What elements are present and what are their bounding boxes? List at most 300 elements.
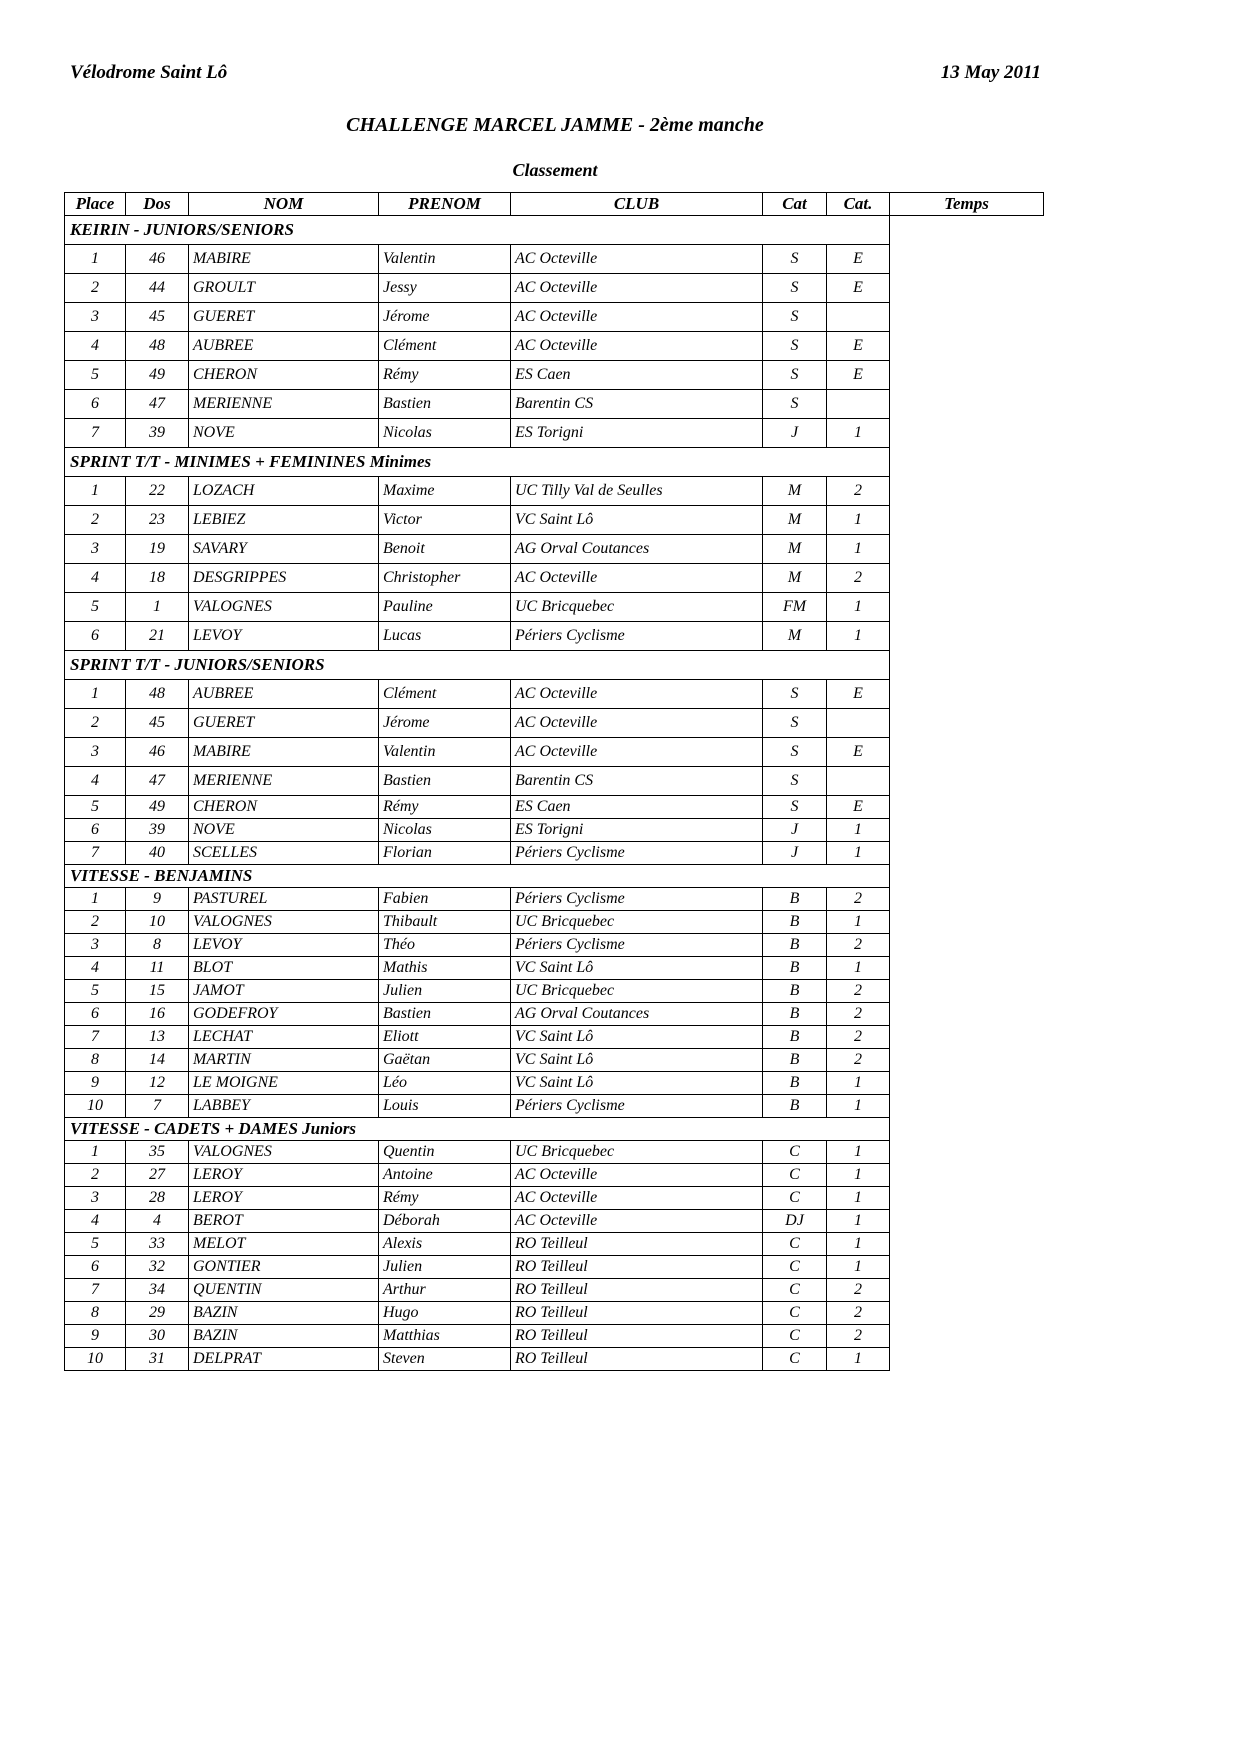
cell-cat2: 1: [827, 1187, 890, 1210]
cell-dos: 28: [126, 1187, 189, 1210]
table-row: [65, 1256, 1044, 1279]
empty-cell: [890, 1348, 1044, 1371]
cell-club: ES Caen: [511, 796, 763, 819]
table-row: [65, 1003, 1044, 1026]
cell-nom: SCELLES: [189, 842, 379, 865]
cell-place: 1: [65, 888, 126, 911]
section-title: KEIRIN - JUNIORS/SENIORS: [65, 216, 890, 245]
table-row: [65, 593, 1044, 622]
cell-prenom: Hugo: [379, 1302, 511, 1325]
table-row: [65, 303, 1044, 332]
table-row: [65, 1026, 1044, 1049]
cell-dos: 45: [126, 709, 189, 738]
cell-cat2: 1: [827, 1072, 890, 1095]
cell-place: 3: [65, 535, 126, 564]
empty-cell: [890, 593, 1044, 622]
cell-place: 6: [65, 622, 126, 651]
cell-dos: 49: [126, 361, 189, 390]
cell-nom: LABBEY: [189, 1095, 379, 1118]
table-header-row: [65, 193, 1044, 216]
cell-prenom: Maxime: [379, 477, 511, 506]
cell-prenom: Julien: [379, 1256, 511, 1279]
cell-cat: S: [763, 680, 827, 709]
cell-dos: 31: [126, 1348, 189, 1371]
cell-nom: JAMOT: [189, 980, 379, 1003]
cell-dos: 11: [126, 957, 189, 980]
cell-nom: VALOGNES: [189, 593, 379, 622]
cell-place: 7: [65, 1279, 126, 1302]
cell-cat: M: [763, 622, 827, 651]
cell-dos: 16: [126, 1003, 189, 1026]
cell-cat: B: [763, 911, 827, 934]
cell-cat: S: [763, 390, 827, 419]
cell-club: VC Saint Lô: [511, 1026, 763, 1049]
cell-nom: SAVARY: [189, 535, 379, 564]
empty-cell: [890, 1233, 1044, 1256]
cell-prenom: Steven: [379, 1348, 511, 1371]
cell-prenom: Julien: [379, 980, 511, 1003]
cell-nom: AUBREE: [189, 332, 379, 361]
cell-nom: QUENTIN: [189, 1279, 379, 1302]
cell-club: AG Orval Coutances: [511, 1003, 763, 1026]
cell-place: 5: [65, 1233, 126, 1256]
cell-nom: LEVOY: [189, 934, 379, 957]
cell-prenom: Rémy: [379, 796, 511, 819]
cell-nom: LEVOY: [189, 622, 379, 651]
cell-place: 3: [65, 303, 126, 332]
cell-nom: CHERON: [189, 796, 379, 819]
cell-cat2: 1: [827, 419, 890, 448]
cell-prenom: Bastien: [379, 767, 511, 796]
cell-dos: 35: [126, 1141, 189, 1164]
table-row: [65, 535, 1044, 564]
cell-nom: GUERET: [189, 303, 379, 332]
empty-cell: [890, 819, 1044, 842]
cell-dos: 9: [126, 888, 189, 911]
cell-club: RO Teilleul: [511, 1279, 763, 1302]
cell-cat2: E: [827, 680, 890, 709]
empty-cell: [890, 332, 1044, 361]
cell-prenom: Gaëtan: [379, 1049, 511, 1072]
cell-dos: 48: [126, 680, 189, 709]
table-row: [65, 934, 1044, 957]
cell-prenom: Bastien: [379, 390, 511, 419]
cell-nom: DELPRAT: [189, 1348, 379, 1371]
cell-nom: LE MOIGNE: [189, 1072, 379, 1095]
section-title: SPRINT T/T - MINIMES + FEMININES Minimes: [65, 448, 890, 477]
cell-dos: 30: [126, 1325, 189, 1348]
cell-cat2: 1: [827, 1095, 890, 1118]
cell-cat2: [827, 709, 890, 738]
empty-cell: [890, 888, 1044, 911]
cell-cat2: [827, 303, 890, 332]
cell-prenom: Louis: [379, 1095, 511, 1118]
table-row: [65, 1210, 1044, 1233]
cell-cat: J: [763, 842, 827, 865]
table-row: [65, 819, 1044, 842]
cell-dos: 12: [126, 1072, 189, 1095]
empty-cell: [890, 477, 1044, 506]
cell-cat: C: [763, 1279, 827, 1302]
cell-prenom: Matthias: [379, 1325, 511, 1348]
col-header-nom: NOM: [189, 193, 379, 216]
empty-cell: [890, 448, 1044, 477]
table-row: [65, 911, 1044, 934]
cell-dos: 1: [126, 593, 189, 622]
cell-cat: B: [763, 957, 827, 980]
cell-cat: S: [763, 303, 827, 332]
empty-cell: [890, 419, 1044, 448]
empty-cell: [890, 390, 1044, 419]
col-header-cat: Cat: [763, 193, 827, 216]
empty-cell: [890, 564, 1044, 593]
cell-club: VC Saint Lô: [511, 1049, 763, 1072]
cell-cat2: E: [827, 361, 890, 390]
cell-nom: VALOGNES: [189, 911, 379, 934]
table-row: [65, 1164, 1044, 1187]
cell-dos: 21: [126, 622, 189, 651]
cell-club: ES Torigni: [511, 419, 763, 448]
cell-club: AC Octeville: [511, 303, 763, 332]
cell-place: 3: [65, 738, 126, 767]
cell-place: 2: [65, 274, 126, 303]
cell-cat2: 1: [827, 842, 890, 865]
empty-cell: [890, 1279, 1044, 1302]
cell-nom: BLOT: [189, 957, 379, 980]
cell-prenom: Rémy: [379, 1187, 511, 1210]
cell-club: AC Octeville: [511, 274, 763, 303]
cell-nom: CHERON: [189, 361, 379, 390]
table-row: [65, 709, 1044, 738]
section-header: [65, 865, 1044, 888]
cell-cat: C: [763, 1187, 827, 1210]
cell-place: 1: [65, 245, 126, 274]
cell-place: 4: [65, 332, 126, 361]
cell-cat2: E: [827, 738, 890, 767]
empty-cell: [890, 1003, 1044, 1026]
empty-cell: [890, 796, 1044, 819]
cell-cat: C: [763, 1141, 827, 1164]
cell-nom: LEROY: [189, 1164, 379, 1187]
cell-cat2: 2: [827, 1302, 890, 1325]
cell-dos: 4: [126, 1210, 189, 1233]
cell-dos: 40: [126, 842, 189, 865]
cell-cat2: E: [827, 245, 890, 274]
cell-place: 9: [65, 1325, 126, 1348]
empty-cell: [890, 911, 1044, 934]
cell-prenom: Mathis: [379, 957, 511, 980]
cell-prenom: Pauline: [379, 593, 511, 622]
cell-prenom: Christopher: [379, 564, 511, 593]
cell-cat: M: [763, 564, 827, 593]
table-row: [65, 245, 1044, 274]
col-header-club: CLUB: [511, 193, 763, 216]
cell-dos: 18: [126, 564, 189, 593]
cell-club: Périers Cyclisme: [511, 934, 763, 957]
cell-club: AC Octeville: [511, 1164, 763, 1187]
cell-place: 1: [65, 1141, 126, 1164]
cell-dos: 44: [126, 274, 189, 303]
cell-cat: J: [763, 419, 827, 448]
cell-nom: MELOT: [189, 1233, 379, 1256]
cell-dos: 15: [126, 980, 189, 1003]
empty-cell: [890, 957, 1044, 980]
section-header: [65, 651, 1044, 680]
cell-prenom: Thibault: [379, 911, 511, 934]
cell-cat: B: [763, 1095, 827, 1118]
empty-cell: [890, 506, 1044, 535]
cell-club: RO Teilleul: [511, 1348, 763, 1371]
cell-place: 10: [65, 1348, 126, 1371]
cell-cat: J: [763, 819, 827, 842]
cell-nom: BAZIN: [189, 1325, 379, 1348]
cell-dos: 22: [126, 477, 189, 506]
cell-place: 7: [65, 419, 126, 448]
empty-cell: [890, 1118, 1044, 1141]
cell-nom: AUBREE: [189, 680, 379, 709]
page-title: CHALLENGE MARCEL JAMME - 2ème manche: [346, 114, 764, 136]
cell-place: 5: [65, 980, 126, 1003]
cell-place: 6: [65, 1256, 126, 1279]
cell-cat: S: [763, 274, 827, 303]
cell-cat: B: [763, 1049, 827, 1072]
cell-place: 8: [65, 1049, 126, 1072]
cell-prenom: Déborah: [379, 1210, 511, 1233]
cell-place: 2: [65, 1164, 126, 1187]
cell-nom: NOVE: [189, 819, 379, 842]
table-row: [65, 332, 1044, 361]
cell-club: UC Bricquebec: [511, 593, 763, 622]
cell-place: 3: [65, 934, 126, 957]
cell-dos: 33: [126, 1233, 189, 1256]
empty-cell: [890, 1325, 1044, 1348]
cell-club: RO Teilleul: [511, 1256, 763, 1279]
cell-prenom: Lucas: [379, 622, 511, 651]
cell-cat: M: [763, 506, 827, 535]
cell-club: VC Saint Lô: [511, 957, 763, 980]
empty-cell: [890, 738, 1044, 767]
cell-club: AC Octeville: [511, 332, 763, 361]
table-row: [65, 622, 1044, 651]
cell-club: AC Octeville: [511, 709, 763, 738]
cell-dos: 34: [126, 1279, 189, 1302]
cell-place: 5: [65, 593, 126, 622]
cell-dos: 39: [126, 419, 189, 448]
cell-club: Barentin CS: [511, 390, 763, 419]
empty-cell: [890, 1187, 1044, 1210]
cell-prenom: Jessy: [379, 274, 511, 303]
section-header: [65, 1118, 1044, 1141]
cell-dos: 47: [126, 390, 189, 419]
col-header-place: Place: [65, 193, 126, 216]
cell-nom: MERIENNE: [189, 767, 379, 796]
cell-cat2: 1: [827, 819, 890, 842]
cell-cat2: 2: [827, 1279, 890, 1302]
cell-nom: GUERET: [189, 709, 379, 738]
cell-cat: C: [763, 1233, 827, 1256]
cell-club: AC Octeville: [511, 738, 763, 767]
empty-cell: [890, 622, 1044, 651]
cell-nom: BAZIN: [189, 1302, 379, 1325]
cell-club: AC Octeville: [511, 564, 763, 593]
cell-dos: 8: [126, 934, 189, 957]
cell-prenom: Clément: [379, 680, 511, 709]
cell-nom: LOZACH: [189, 477, 379, 506]
cell-prenom: Nicolas: [379, 419, 511, 448]
cell-prenom: Victor: [379, 506, 511, 535]
cell-cat2: 1: [827, 1256, 890, 1279]
cell-dos: 47: [126, 767, 189, 796]
col-header-cat2: Cat.: [827, 193, 890, 216]
cell-place: 2: [65, 506, 126, 535]
empty-cell: [890, 1302, 1044, 1325]
cell-dos: 10: [126, 911, 189, 934]
results-table: [64, 192, 1044, 1371]
cell-place: 1: [65, 477, 126, 506]
cell-prenom: Valentin: [379, 738, 511, 767]
cell-prenom: Eliott: [379, 1026, 511, 1049]
table-row: [65, 980, 1044, 1003]
table-row: [65, 477, 1044, 506]
cell-club: AC Octeville: [511, 1210, 763, 1233]
cell-cat: B: [763, 1072, 827, 1095]
page-subtitle: Classement: [512, 160, 598, 180]
cell-club: Périers Cyclisme: [511, 842, 763, 865]
table-row: [65, 390, 1044, 419]
section-title: SPRINT T/T - JUNIORS/SENIORS: [65, 651, 890, 680]
cell-cat: DJ: [763, 1210, 827, 1233]
empty-cell: [890, 680, 1044, 709]
empty-cell: [890, 245, 1044, 274]
table-row: [65, 1279, 1044, 1302]
cell-cat2: 1: [827, 1233, 890, 1256]
cell-cat2: 1: [827, 957, 890, 980]
cell-club: Périers Cyclisme: [511, 888, 763, 911]
empty-cell: [890, 216, 1044, 245]
section-header: [65, 216, 1044, 245]
cell-nom: LECHAT: [189, 1026, 379, 1049]
cell-place: 1: [65, 680, 126, 709]
cell-cat2: 2: [827, 1026, 890, 1049]
cell-cat2: 1: [827, 1141, 890, 1164]
cell-cat2: E: [827, 796, 890, 819]
empty-cell: [890, 1026, 1044, 1049]
cell-cat: S: [763, 796, 827, 819]
cell-cat2: 1: [827, 1164, 890, 1187]
cell-nom: DESGRIPPES: [189, 564, 379, 593]
cell-cat2: 1: [827, 593, 890, 622]
cell-cat: C: [763, 1348, 827, 1371]
cell-cat2: 2: [827, 980, 890, 1003]
cell-cat2: 2: [827, 934, 890, 957]
cell-nom: PASTUREL: [189, 888, 379, 911]
empty-cell: [890, 980, 1044, 1003]
cell-cat: B: [763, 1003, 827, 1026]
cell-place: 2: [65, 911, 126, 934]
table-row: [65, 1187, 1044, 1210]
cell-prenom: Bastien: [379, 1003, 511, 1026]
cell-cat: C: [763, 1302, 827, 1325]
cell-dos: 14: [126, 1049, 189, 1072]
empty-cell: [890, 651, 1044, 680]
col-header-dos: Dos: [126, 193, 189, 216]
cell-cat: C: [763, 1164, 827, 1187]
cell-place: 5: [65, 796, 126, 819]
cell-prenom: Théo: [379, 934, 511, 957]
cell-cat2: 2: [827, 564, 890, 593]
cell-nom: LEBIEZ: [189, 506, 379, 535]
cell-dos: 46: [126, 738, 189, 767]
cell-cat: FM: [763, 593, 827, 622]
table-row: [65, 1049, 1044, 1072]
cell-club: AG Orval Coutances: [511, 535, 763, 564]
cell-cat2: 1: [827, 622, 890, 651]
cell-nom: NOVE: [189, 419, 379, 448]
empty-cell: [890, 1210, 1044, 1233]
cell-cat2: 1: [827, 911, 890, 934]
empty-cell: [890, 767, 1044, 796]
cell-cat: S: [763, 709, 827, 738]
cell-nom: GONTIER: [189, 1256, 379, 1279]
cell-prenom: Florian: [379, 842, 511, 865]
cell-dos: 39: [126, 819, 189, 842]
cell-prenom: Jérome: [379, 709, 511, 738]
venue-name: Vélodrome Saint Lô: [70, 62, 228, 83]
cell-cat: M: [763, 535, 827, 564]
empty-cell: [890, 865, 1044, 888]
cell-nom: MABIRE: [189, 738, 379, 767]
empty-cell: [890, 1072, 1044, 1095]
table-row: [65, 1348, 1044, 1371]
empty-cell: [890, 842, 1044, 865]
table-row: [65, 419, 1044, 448]
cell-dos: 32: [126, 1256, 189, 1279]
table-row: [65, 888, 1044, 911]
cell-club: Barentin CS: [511, 767, 763, 796]
empty-cell: [890, 934, 1044, 957]
table-row: [65, 564, 1044, 593]
cell-prenom: Alexis: [379, 1233, 511, 1256]
empty-cell: [890, 1049, 1044, 1072]
table-row: [65, 1141, 1044, 1164]
cell-cat2: E: [827, 332, 890, 361]
cell-cat: S: [763, 738, 827, 767]
cell-nom: GROULT: [189, 274, 379, 303]
cell-dos: 23: [126, 506, 189, 535]
empty-cell: [890, 1164, 1044, 1187]
cell-nom: BEROT: [189, 1210, 379, 1233]
empty-cell: [890, 535, 1044, 564]
cell-cat2: E: [827, 274, 890, 303]
table-row: [65, 1095, 1044, 1118]
cell-cat2: 2: [827, 477, 890, 506]
cell-place: 7: [65, 1026, 126, 1049]
col-header-prenom: PRENOM: [379, 193, 511, 216]
cell-dos: 29: [126, 1302, 189, 1325]
empty-cell: [890, 1256, 1044, 1279]
cell-club: AC Octeville: [511, 680, 763, 709]
cell-club: AC Octeville: [511, 1187, 763, 1210]
empty-cell: [890, 1095, 1044, 1118]
cell-club: UC Tilly Val de Seulles: [511, 477, 763, 506]
cell-prenom: Arthur: [379, 1279, 511, 1302]
cell-club: RO Teilleul: [511, 1302, 763, 1325]
cell-dos: 13: [126, 1026, 189, 1049]
cell-dos: 48: [126, 332, 189, 361]
cell-place: 6: [65, 1003, 126, 1026]
cell-cat: C: [763, 1256, 827, 1279]
section-title: VITESSE - CADETS + DAMES Juniors: [65, 1118, 890, 1141]
